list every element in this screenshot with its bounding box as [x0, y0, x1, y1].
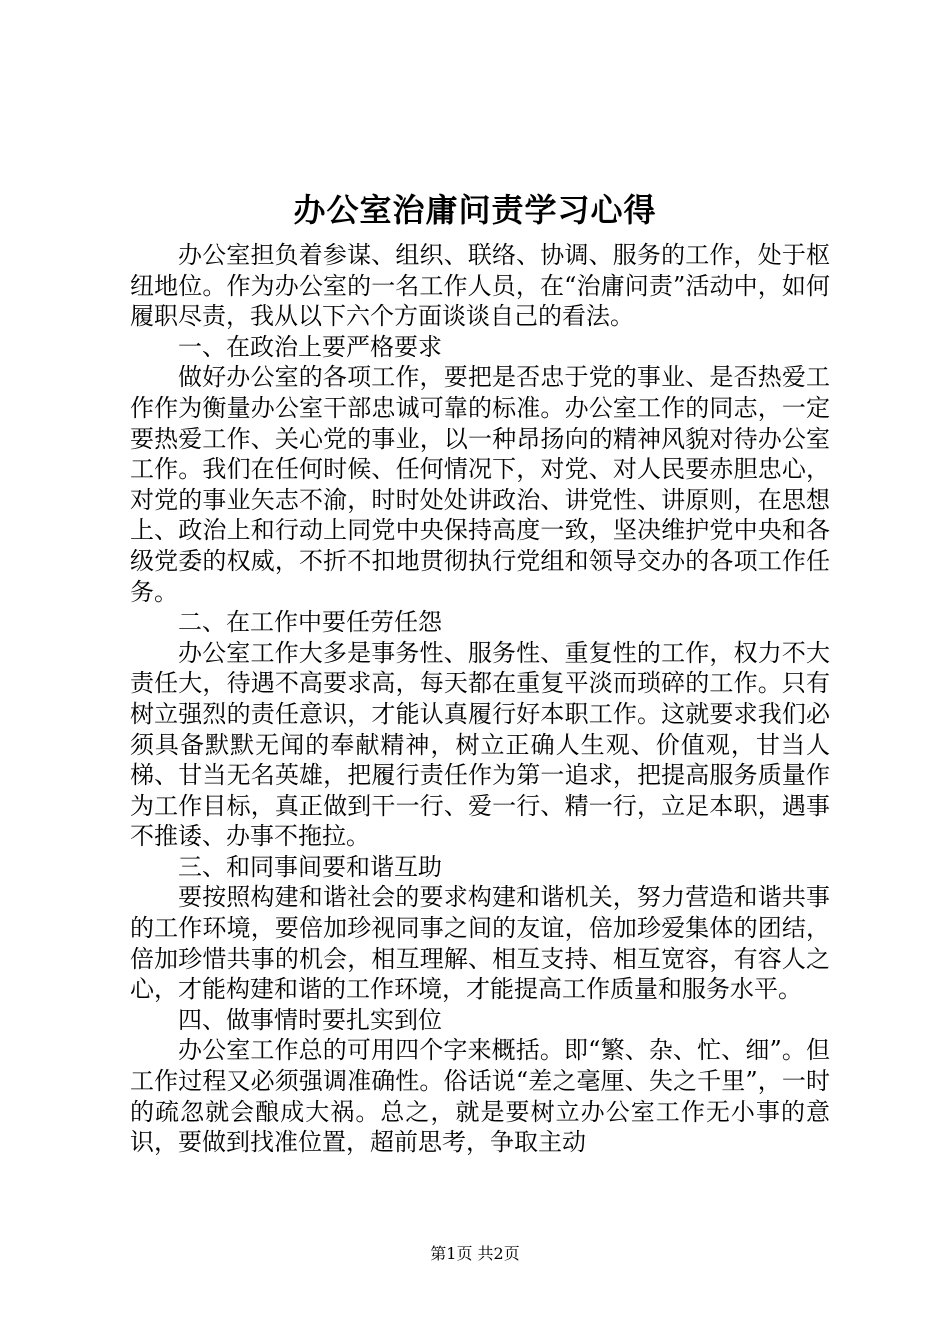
- document-title: 办公室治庸问责学习心得: [293, 191, 657, 229]
- paragraph-section-1: 做好办公室的各项工作，要把是否忠于党的事业、是否热爱工作作为衡量办公室干部忠诚可靠的标准。办公室工作的同志，一定要热爱工作、关心党的事业，以一种昂扬向的精神风貌对待办公室工作。我们在任何时候、任何情况下，对党、对人民要赤胆忠心，对党的事业矢志不渝，时时处处讲政治、讲党性、讲原则，在思想上、政治上和行动上同党中央保持高度一致，坚决维护党中央和各级党委的权威，不折不扣地贯彻执行党组和领导交办的各项工作任务。: [130, 363, 830, 606]
- document-body: [130, 240, 830, 1158]
- section-heading-1: 一、在政治上要严格要求: [178, 332, 442, 361]
- paragraph-section-2: 办公室工作大多是事务性、服务性、重复性的工作，权力不大责任大，待遇不高要求高，每天都在重复平淡而琐碎的工作。只有树立强烈的责任意识，才能认真履行好本职工作。这就要求我们必须具备默默无闻的奉献精神，树立正确人生观、价值观，甘当人梯、甘当无名英雄，把履行责任作为第一追求，把提高服务质量作为工作目标，真正做到干一行、爱一行、精一行，立足本职，遇事不推诿、办事不拖拉。: [130, 638, 830, 851]
- section-heading-3: 三、和同事间要和谐互助: [178, 852, 442, 881]
- paragraph-section-4: 办公室工作总的可用四个字来概括。即“繁、杂、忙、细”。但工作过程又必须强调准确性。俗话说“差之毫厘、失之千里”，一时的疏忽就会酿成大祸。总之，就是要树立办公室工作无小事的意识，要做到找准位置，超前思考，争取主动: [130, 1036, 830, 1157]
- section-heading-4: 四、做事情时要扎实到位: [178, 1005, 442, 1034]
- paragraph-intro: 办公室担负着参谋、组织、联络、协调、服务的工作，处于枢纽地位。作为办公室的一名工作人员，在“治庸问责”活动中，如何履职尽责，我从以下六个方面谈谈自己的看法。: [130, 241, 830, 331]
- paragraph-section-3: 要按照构建和谐社会的要求构建和谐机关，努力营造和谐共事的工作环境，要倍加珍视同事之间的友谊，倍加珍爱集体的团结，倍加珍惜共事的机会，相互理解、相互支持、相互宽容，有容人之心，才能构建和谐的工作环境，才能提高工作质量和服务水平。: [130, 883, 830, 1004]
- page-footer: 第1页 共2页: [430, 1244, 520, 1263]
- section-heading-2: 二、在工作中要任劳任怨: [178, 608, 442, 637]
